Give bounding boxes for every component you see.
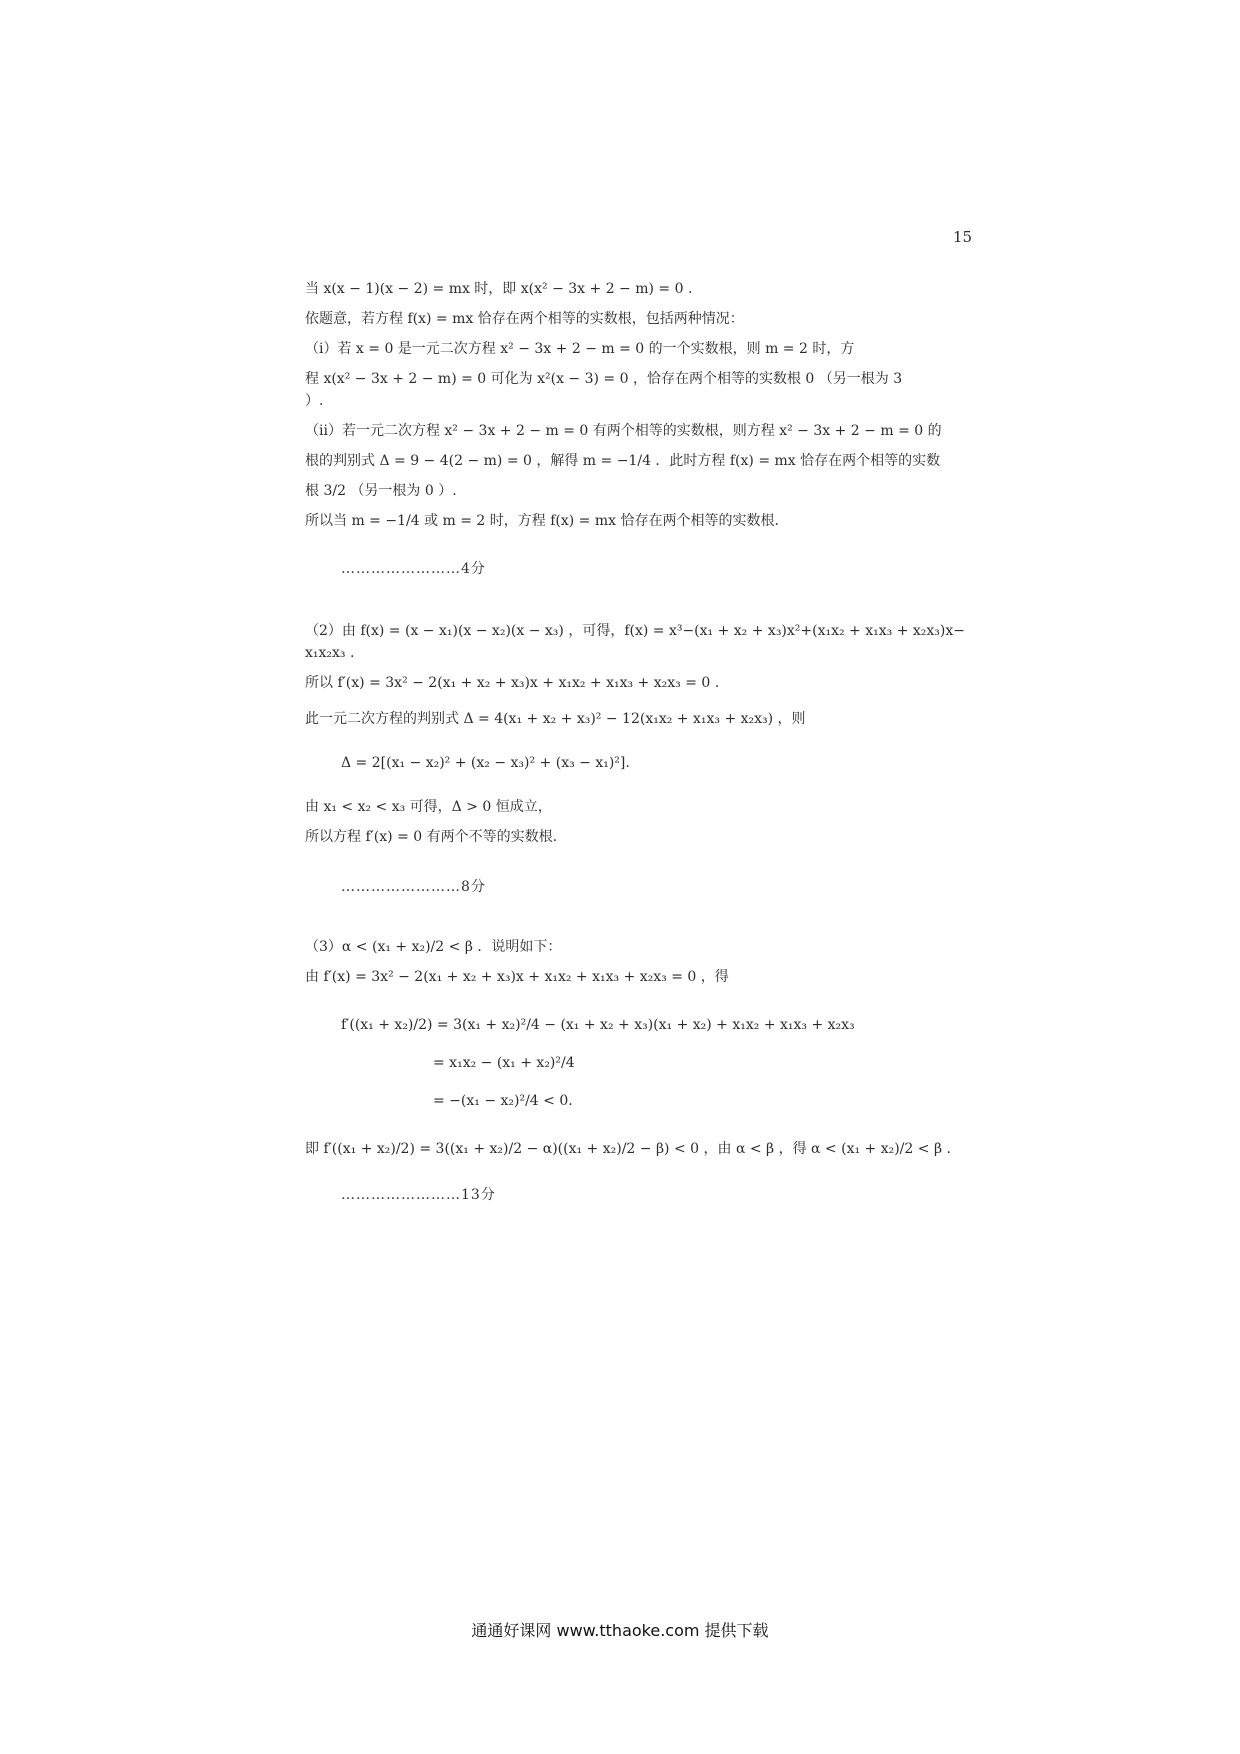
line: （2）由 f(x) = (x − x₁)(x − x₂)(x − x₃) ，可得，f(x) = x³−(x₁ + x₂ + x₃)x²+(x₁x₂ + x₁x₃ + x₂x₃)x− [305,623,965,639]
display-equation: = −(x₁ − x₂)²/4 < 0. [433,1093,573,1109]
page-number: 15 [953,228,973,246]
score-marker: ……………………4分 [341,561,486,577]
display-equation: Δ = 2[(x₁ − x₂)² + (x₂ − x₃)² + (x₃ − x₁)²]. [341,755,630,771]
score-marker: ……………………8分 [341,879,486,895]
line: 依题意，若方程 f(x) = mx 恰存在两个相等的实数根，包括两种情况： [305,311,744,327]
solution-content [305,278,1025,1206]
line: 由 x₁ < x₂ < x₃ 可得，Δ > 0 恒成立， [305,799,552,815]
score-marker: ……………………13分 [341,1187,496,1203]
line: 根的判别式 Δ = 9 − 4(2 − m) = 0 ，解得 m = −1/4 ．此时方程 f(x) = mx 恰存在两个相等的实数 [305,453,941,469]
line: 此一元二次方程的判别式 Δ = 4(x₁ + x₂ + x₃)² − 12(x₁x₂ + x₁x₃ + x₂x₃) ，则 [305,711,806,727]
line: 即 f′((x₁ + x₂)/2) = 3((x₁ + x₂)/2 − α)((x₁ + x₂)/2 − β) < 0 ，由 α < β ，得 α < (x₁ + x₂)/2 < β . [305,1141,951,1157]
line: （3）α < (x₁ + x₂)/2 < β ．说明如下： [305,939,562,955]
line: 根 3/2 （另一根为 0 ）. [305,483,457,499]
line: 当 x(x − 1)(x − 2) = mx 时，即 x(x² − 3x + 2 − m) = 0 . [305,281,693,297]
line: 所以当 m = −1/4 或 m = 2 时，方程 f(x) = mx 恰存在两个相等的实数根. [305,513,779,529]
line: 所以 f′(x) = 3x² − 2(x₁ + x₂ + x₃)x + x₁x₂ + x₁x₃ + x₂x₃ = 0 . [305,675,720,691]
line: x₁x₂x₃ . [305,645,355,661]
display-equation: = x₁x₂ − (x₁ + x₂)²/4 [433,1055,575,1071]
line: ）. [305,393,324,409]
footer-watermark: 通通好课网 www.tthaoke.com 提供下载 [471,1621,769,1640]
display-equation: f′((x₁ + x₂)/2) = 3(x₁ + x₂)²/4 − (x₁ + x₂ + x₃)(x₁ + x₂) + x₁x₂ + x₁x₃ + x₂x₃ [341,1017,855,1033]
line: （i）若 x = 0 是一元二次方程 x² − 3x + 2 − m = 0 的一个实数根，则 m = 2 时，方 [305,341,855,357]
line: （ii）若一元二次方程 x² − 3x + 2 − m = 0 有两个相等的实数根，则方程 x² − 3x + 2 − m = 0 的 [305,423,942,439]
line: 所以方程 f′(x) = 0 有两个不等的实数根. [305,829,558,845]
line: 由 f′(x) = 3x² − 2(x₁ + x₂ + x₃)x + x₁x₂ + x₁x₃ + x₂x₃ = 0 ，得 [305,969,729,985]
line: 程 x(x² − 3x + 2 − m) = 0 可化为 x²(x − 3) = 0 ，恰存在两个相等的实数根 0 （另一根为 3 [305,371,903,387]
